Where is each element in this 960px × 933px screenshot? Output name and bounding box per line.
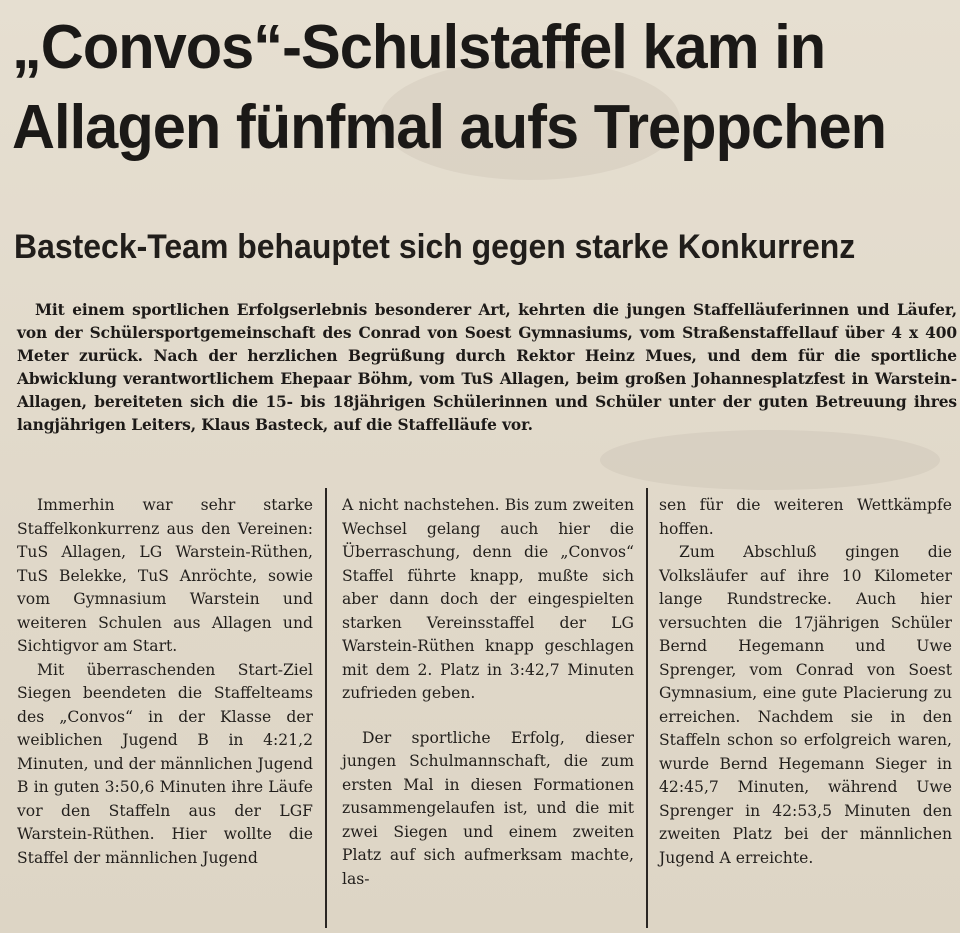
body-paragraph: Zum Abschluß gingen die Volksläufer auf ihre 10 Kilometer lange Rundstrecke. Auch hier versuchten die 17jährigen Schüler Bernd Hegemann und Uwe Sprenger, vom Conrad von Soest Gymnasium, eine gute Placierung zu erreichen. Nachdem sie in den Staffeln schon so erfolgreich waren, wurde Bernd Hegemann Sieger in 42:45,7 Minuten, während Uwe Sprenger in 42:53,5 Minuten den zweiten Platz bei der männlichen Jugend A erreichte. <box>659 543 952 867</box>
body-paragraph: Immerhin war sehr starke Staffelkonkurrenz aus den Vereinen: TuS Allagen, LG Warstein-Rüthen, TuS Belekke, TuS Anröchte, sowie vom Gymnasium Warstein und weiteren Schulen aus Allagen und Sichtigvor am Start. <box>17 496 313 655</box>
article-headline <box>12 8 914 168</box>
headline-line-1: „Convos“-Schulstaffel kam in <box>12 13 826 82</box>
column-divider <box>325 488 327 928</box>
paper-stain <box>600 430 940 490</box>
body-paragraph: A nicht nachstehen. Bis zum zweiten Wechsel gelang auch hier die Überraschung, denn die „Convos“ Staffel führte knapp, mußte sich aber dann doch der eingespielten starken Vereinsstaffel der LG Warstein-Rüthen knapp geschlagen mit dem 2. Platz in 3:42,7 Minuten zufrieden geben. <box>342 496 634 702</box>
lead-paragraph: Mit einem sportlichen Erfolgserlebnis besonderer Art, kehrten die jungen Staffelläuferinnen und Läufer, von der Schülersportgemeinschaft des Conrad von Soest Gymnasiums, vom Straßenstaffellauf über 4 x 400 Meter zurück. Nach der herzlichen Begrüßung durch Rektor Heinz Mues, und dem für die sportliche Abwicklung verantwortlichem Ehepaar Böhm, vom TuS Allagen, beim großen Johannesplatzfest in Warstein-Allagen, bereiteten sich die 15- bis 18jährigen Schülerinnen und Schüler unter der guten Betreuung ihres langjährigen Leiters, Klaus Basteck, auf die Staffelläufe vor. <box>17 301 957 435</box>
text-column-3 <box>659 494 952 870</box>
paragraph-gap <box>342 706 634 727</box>
column-divider <box>646 488 648 928</box>
article-subtitle: Basteck-Team behauptet sich gegen starke Konkurrenz <box>14 228 856 266</box>
headline-line-2: Allagen fünfmal aufs Treppchen <box>12 93 887 162</box>
body-paragraph: Mit überraschenden Start-Ziel Siegen beendeten die Staffelteams des „Convos“ in der Klasse der weiblichen Jugend B in 4:21,2 Minuten, und der männlichen Jugend B in guten 3:50,6 Minuten ihre Läufe vor den Staffeln aus der LGF Warstein-Rüthen. Hier wollte die Staffel der männlichen Jugend <box>17 660 313 867</box>
body-paragraph: Der sportliche Erfolg, dieser jungen Schulmannschaft, die zum ersten Mal in diesen Formationen zusammengelaufen ist, und die mit zwei Siegen und einem zweiten Platz auf sich aufmerksam machte, las- <box>342 728 634 888</box>
text-column-2 <box>342 494 634 891</box>
body-paragraph: sen für die weiteren Wettkämpfe hoffen. <box>659 496 952 538</box>
text-column-1 <box>17 494 313 870</box>
